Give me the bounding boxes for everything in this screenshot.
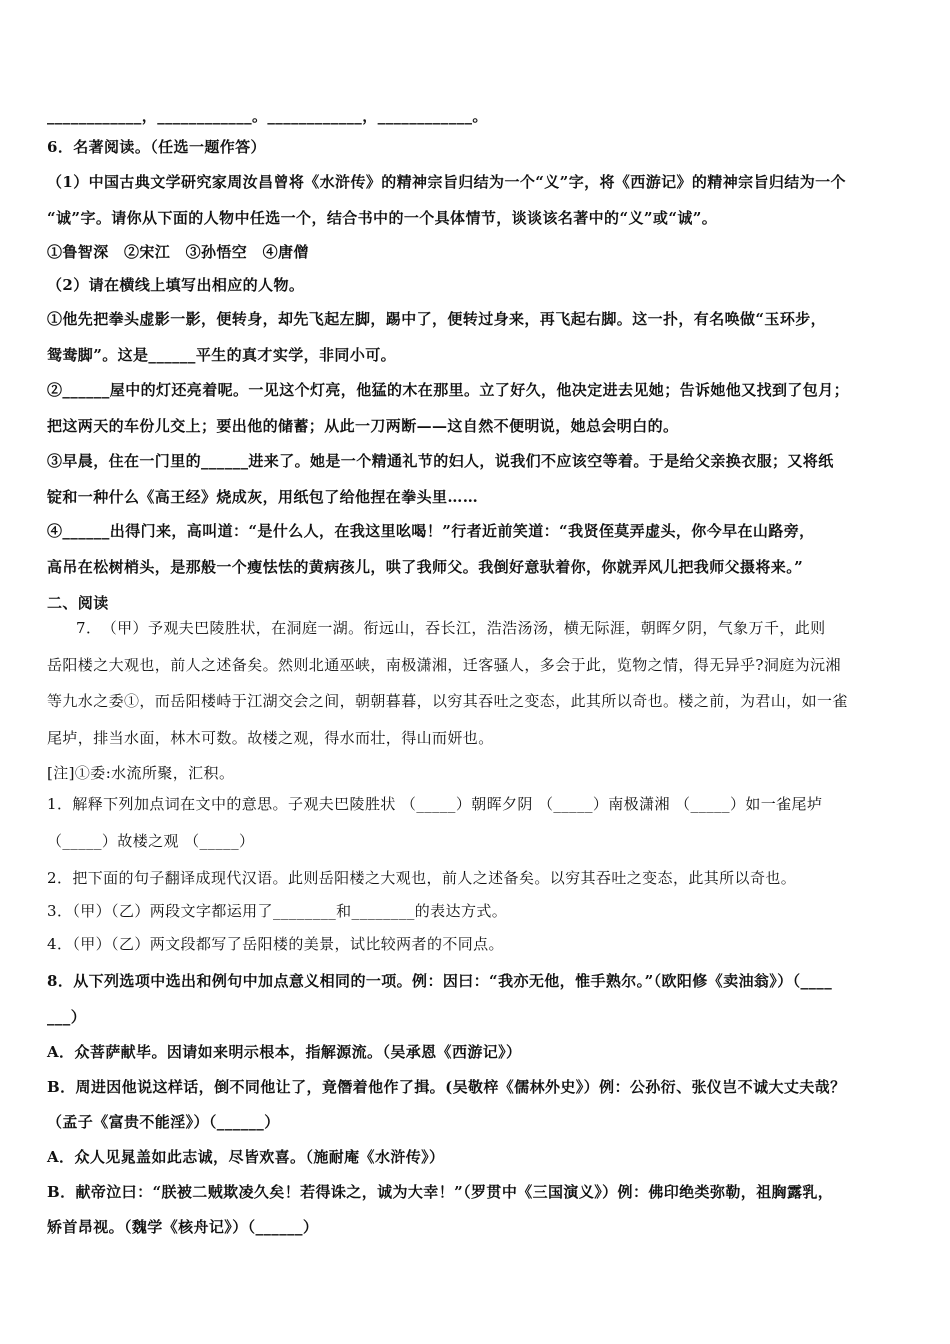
q7-2: 2．把下面的句子翻译成现代汉语。此则岳阳楼之大观也，前人之述备矣。以穷其吞吐之变态，此其所以奇也。: [47, 869, 797, 887]
q6-part2-heading: （2）请在横线上填写出相应的人物。: [47, 276, 305, 294]
answer-blanks-line: ____________，____________。____________，____________。: [47, 107, 488, 125]
passage-7-line4: 尾垆，排当水面，林木可数。故楼之观，得水而壮，得山而妍也。: [47, 729, 494, 747]
q8-example3-source: 矫首昂视。（魏学《核舟记》）（______）: [47, 1218, 319, 1236]
q6-item1-line2: 鸳鸯脚”。这是______平生的真才实学，非同小可。: [47, 346, 397, 364]
q6-item1-line1: ①他先把拳头虚影一影，便转身，却先飞起左脚，踢中了，便转过身来，再飞起右脚。这一扑，有名唤做“玉环步，: [47, 310, 827, 328]
q6-item4-line1: ④______出得门来，高叫道：“是什么人，在我这里吆喝！”行者近前笑道：“我贤侄莫弄虚头，你今早在山路旁，: [47, 522, 815, 540]
q6-character-options: ①鲁智深 ②宋江 ③孙悟空 ④唐僧: [47, 243, 309, 261]
q6-part1-line2: “诚”字。请你从下面的人物中任选一个，结合书中的一个具体情节，谈谈该名著中的“义”或“诚”。: [47, 209, 718, 227]
q8-option-a1: A．众菩萨献毕。因请如来明示根本，指解源流。（吴承恩《西游记》）: [47, 1043, 522, 1061]
question-6-heading: 6．名著阅读。（任选一题作答）: [47, 138, 266, 156]
section-2-heading: 二、阅读: [47, 594, 109, 612]
q6-item4-line2: 高吊在松树梢头，是那般一个瘦怯怯的黄病孩儿，哄了我师父。我倒好意驮着你，你就弄风儿把我师父摄将来。”: [47, 558, 804, 576]
q6-item3-line2: 锭和一种什么《高王经》烧成灰，用纸包了给他捏在拳头里……: [47, 488, 479, 506]
q8-option-b2: B．献帝泣曰：“朕被二贼欺凌久矣！若得诛之，诚为大幸！”（罗贯中《三国演义》）例：佛印绝类弥勒，祖胸露乳，: [47, 1183, 834, 1201]
q6-item2-line2: 把这两天的车份儿交上；要出他的储蓄；从此一刀两断——这自然不便明说，她总会明白的。: [47, 417, 679, 435]
question-8-line1: 8．从下列选项中选出和例句中加点意义相同的一项。例：因曰：“我亦无他，惟手熟尔。”（欧阳修《卖油翁》）（____: [47, 972, 833, 990]
q7-4: 4．（甲）（乙）两文段都写了岳阳楼的美景，试比较两者的不同点。: [47, 935, 504, 953]
q7-1-line1: 1．解释下列加点词在文中的意思。子观夫巴陵胜状 （_____）朝晖夕阴 （_____）南极潇湘 （_____）如一雀尾垆: [47, 795, 823, 813]
q8-option-a2: A．众人见晁盖如此志诚，尽皆欢喜。（施耐庵《水浒传》）: [47, 1148, 445, 1166]
q6-item3-line1: ③早晨，住在一门里的______进来了。她是一个精通礼节的妇人，说我们不应该空等着。于是给父亲换衣服；又将纸: [47, 452, 834, 470]
passage-7-line3: 等九水之委①，而岳阳楼峙于江湖交会之间，朝朝暮暮，以穷其吞吐之变态，此其所以奇也。楼之前，为君山，如一雀: [47, 692, 848, 710]
q6-part1-line1: （1）中国古典文学研究家周汝昌曾将《水浒传》的精神宗旨归结为一个“义”字，将《西游记》的精神宗旨归结为一个: [47, 173, 846, 191]
question-8-line2: ___）: [47, 1008, 87, 1026]
q6-item2-line1: ②______屋中的灯还亮着呢。一见这个灯亮，他猛的木在那里。立了好久，他决定进去见她；告诉她他又找到了包月；: [47, 381, 850, 399]
passage-7-line1: 7． （甲）予观夫巴陵胜状，在洞庭一湖。衔远山，吞长江，浩浩汤汤，横无际涯，朝晖夕阴，气象万千，此则: [76, 619, 826, 637]
q7-3: 3．（甲）（乙）两段文字都运用了________和________的表达方式。: [47, 902, 508, 920]
q8-example2-source: （孟子《富贵不能淫》）（______）: [47, 1113, 280, 1131]
q8-option-b1: B．周进因他说这样话，倒不同他让了，竟僭着他作了揖。(吴敬梓《儒林外史》）例：公孙衍、张仪岂不诚大丈夫哉？: [47, 1078, 846, 1096]
passage-7-line2: 岳阳楼之大观也，前人之述备矣。然则北通巫峡，南极潇湘，迁客骚人，多会于此，览物之情，得无异乎?洞庭为沅湘: [47, 656, 841, 674]
passage-note: [注]①委:水流所聚，汇积。: [47, 764, 235, 782]
q7-1-line2: （_____）故楼之观 （_____）: [47, 832, 255, 850]
